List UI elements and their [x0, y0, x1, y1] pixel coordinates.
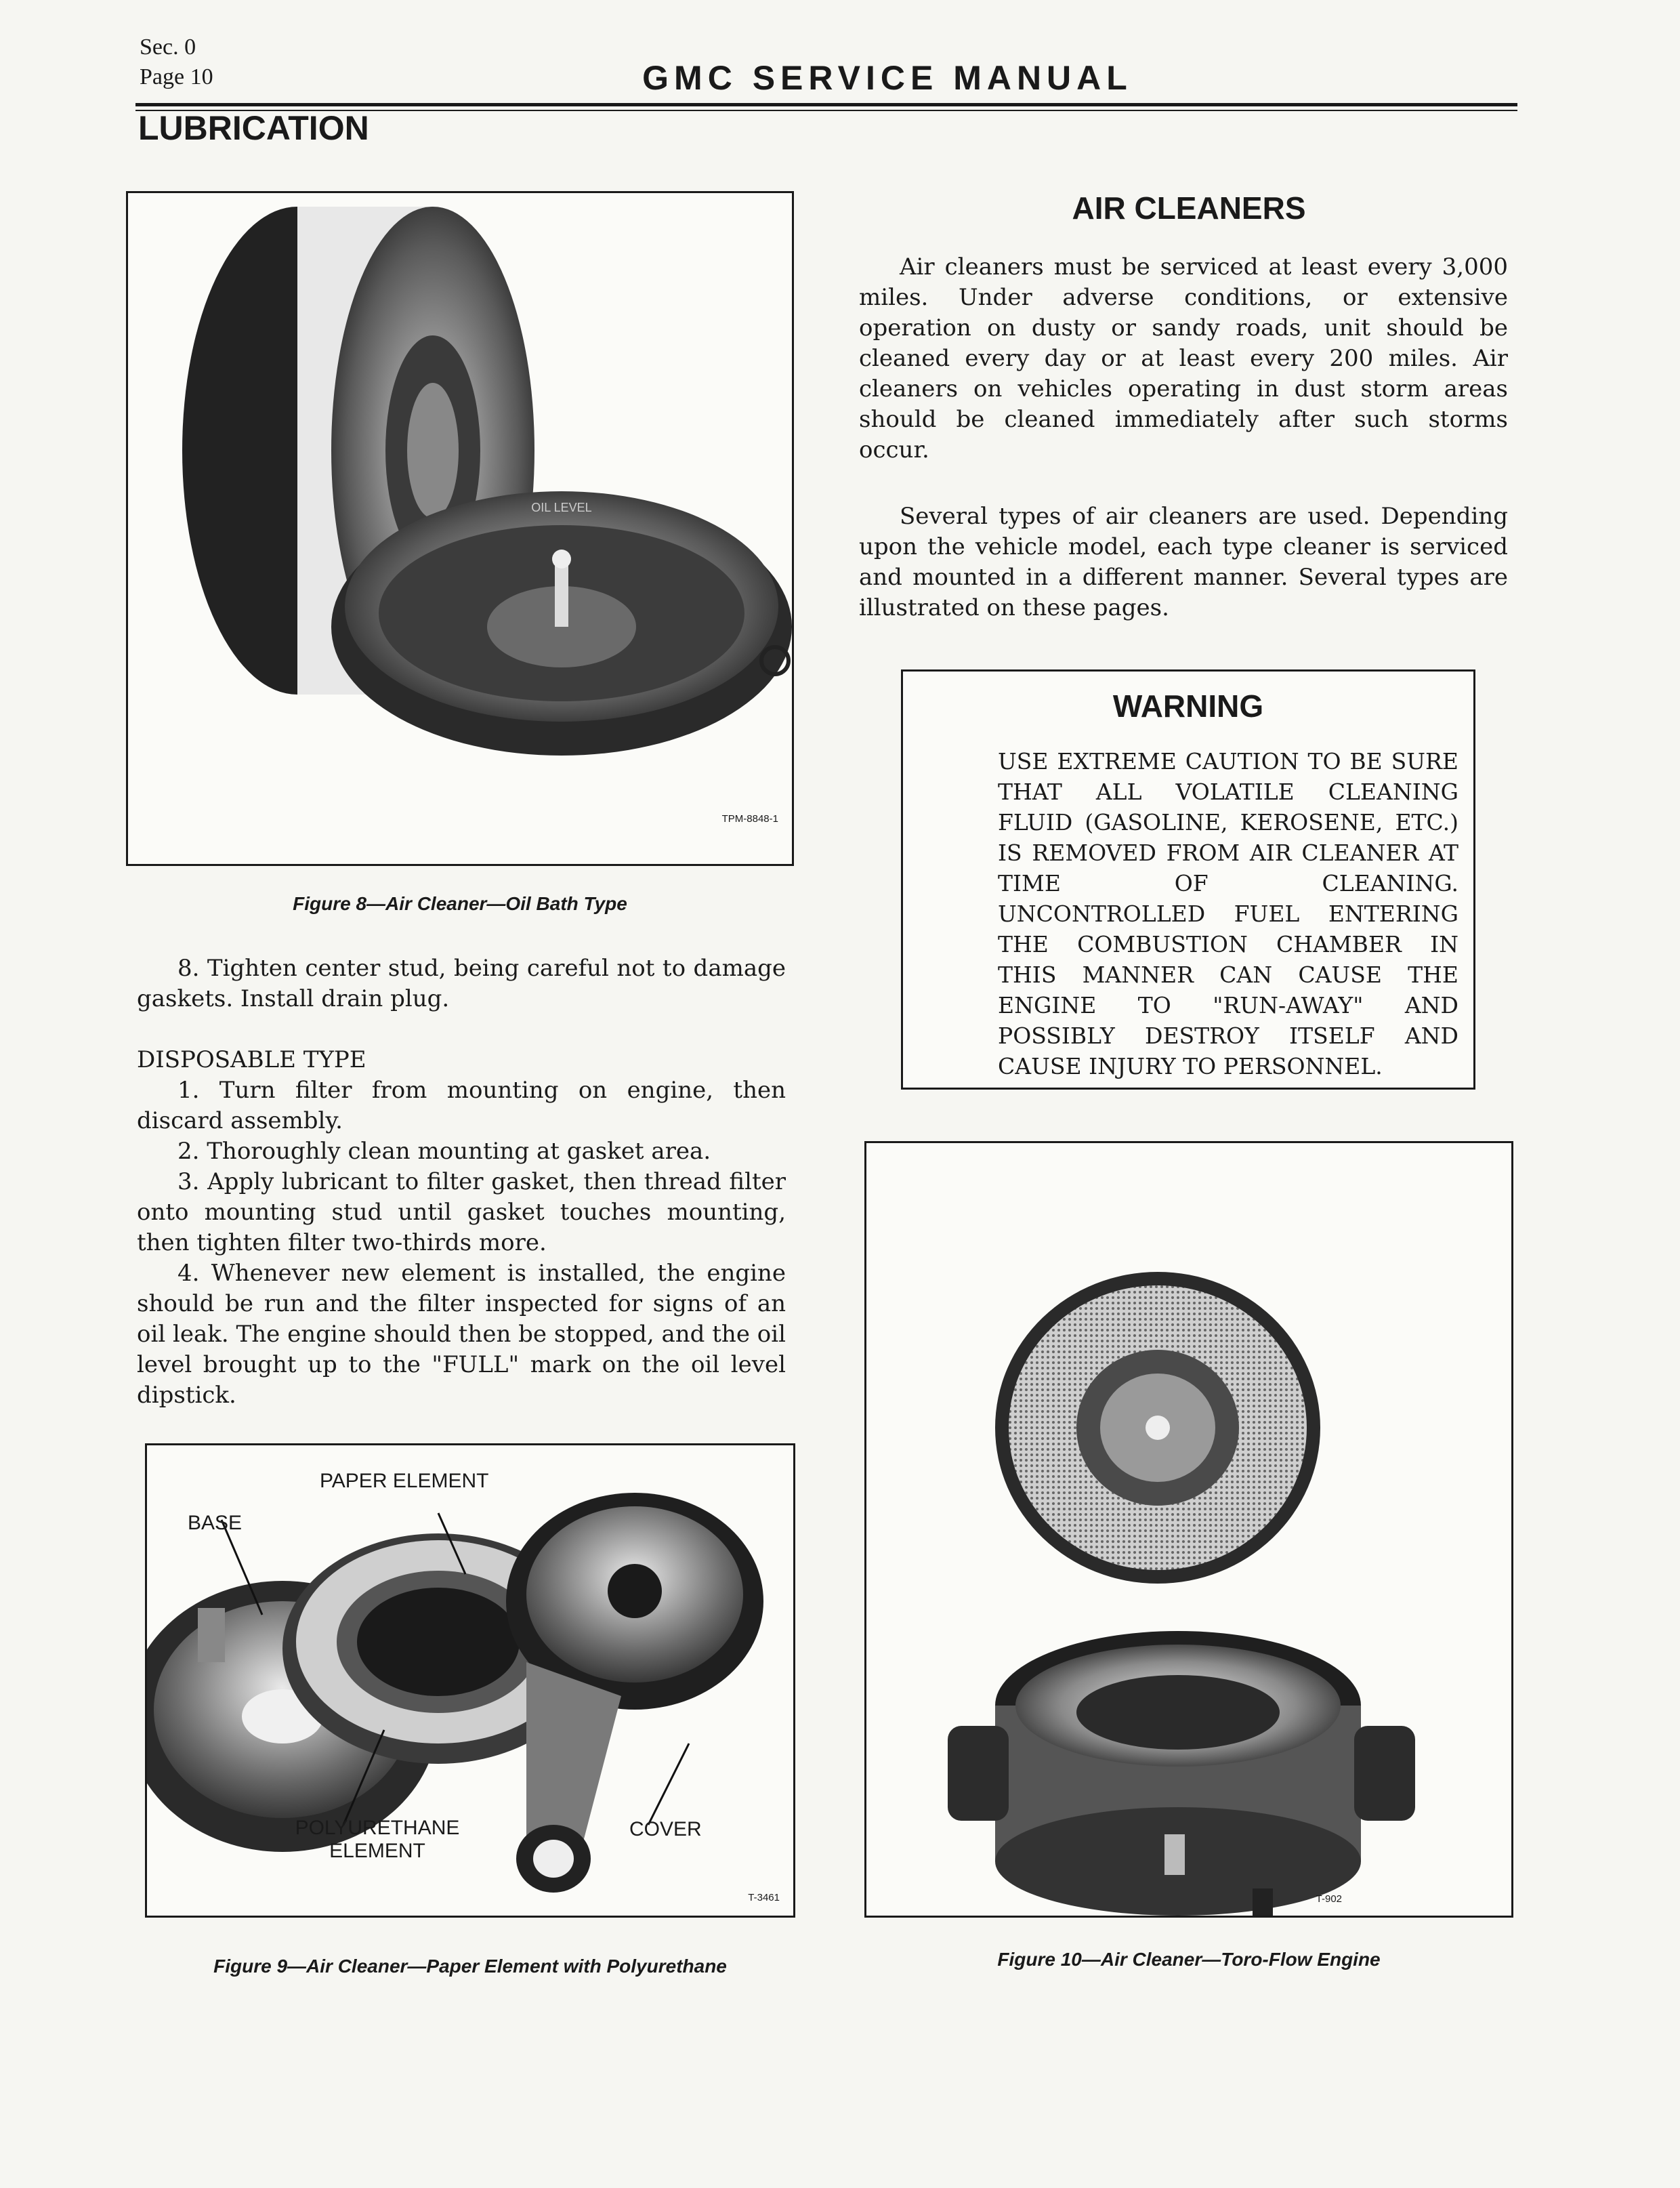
disposable-step-2: 2. Thoroughly clean mounting at gasket area.	[177, 1138, 711, 1165]
oil-level-emboss: OIL LEVEL	[531, 501, 592, 514]
element-label: ELEMENT	[329, 1840, 425, 1862]
air-cleaners-paragraph-2: Several types of air cleaners are used. Depending upon the vehicle model, each type cleaner is serviced and mounted in a different manner. Several types are illustrated on these pages.	[859, 503, 1508, 621]
step-8-text: 8. Tighten center stud, being careful not to damage gaskets. Install drain plug.	[137, 955, 786, 1012]
air-cleaners-heading: AIR CLEANERS	[1072, 190, 1306, 226]
base-label: BASE	[188, 1512, 243, 1534]
disposable-step-1: 1. Turn filter from mounting on engine, then discard assembly.	[137, 1077, 786, 1134]
paper-element-label: PAPER ELEMENT	[320, 1470, 489, 1492]
manual-title: GMC SERVICE MANUAL	[642, 59, 1133, 97]
warning-box	[901, 669, 1475, 1090]
page-number: Page 10	[140, 64, 213, 89]
paper-element-air-cleaner-illustration	[147, 1445, 793, 1916]
figure-10-image	[864, 1141, 1513, 1918]
cover-label: COVER	[629, 1818, 702, 1840]
warning-text: USE EXTREME CAUTION TO BE SURE THAT ALL VOLATILE CLEANING FLUID (GASOLINE, KEROSENE, ETC.) IS REMOVED FROM AIR CLEANER AT TIME OF CLEANING. UNCONTROLLED FUEL ENTERING THE COMBUSTION CHAMBER IN THIS MANNER CAN CAUSE THE ENGINE TO "RUN-AWAY" AND POSSIBLY DESTROY ITSELF AND CAUSE INJURY TO PERSONNEL.	[998, 748, 1458, 1079]
figure-9-image	[145, 1443, 795, 1918]
figure-8-caption: Figure 8—Air Cleaner—Oil Bath Type	[293, 893, 627, 914]
sec-label: Sec. 0	[140, 35, 196, 60]
oil-bath-air-cleaner-illustration	[128, 193, 792, 864]
polyurethane-label: POLYURETHANE	[295, 1817, 460, 1839]
warning-title: WARNING	[1112, 688, 1264, 724]
disposable-step-4: 4. Whenever new element is installed, the engine should be run and the filter inspected for signs of an oil leak. The engine should then be stopped, and the oil level brought up to the "FULL" mark on the oil level dipstick.	[137, 1260, 786, 1409]
figure-8-code: TPM-8848-1	[721, 813, 778, 825]
figure-10-code: T-902	[1316, 1893, 1342, 1905]
figure-9-caption: Figure 9—Air Cleaner—Paper Element with Polyurethane	[213, 1956, 727, 1977]
disposable-step-3: 3. Apply lubricant to filter gasket, then thread filter onto mounting stud until gasket touches mounting, then tighten filter two-thirds more.	[137, 1168, 786, 1256]
figure-10-caption: Figure 10—Air Cleaner—Toro-Flow Engine	[997, 1949, 1381, 1970]
section-title: LUBRICATION	[138, 109, 369, 147]
header-rule-thick	[135, 103, 1517, 106]
disposable-type-heading: DISPOSABLE TYPE	[137, 1046, 366, 1073]
toro-flow-air-cleaner-illustration	[866, 1143, 1511, 1916]
polyurethane-element-label	[289, 1817, 465, 1863]
figure-9-code: T-3461	[748, 1892, 780, 1903]
air-cleaners-paragraph-1: Air cleaners must be serviced at least every 3,000 miles. Under adverse conditions, or extensive operation on dusty or sandy roads, unit should be cleaned every day or at least every 200 miles. Air cleaners on vehicles operating in dust storm areas should be cleaned immediately after such storms occur.	[859, 253, 1508, 463]
figure-8-image	[126, 191, 794, 866]
